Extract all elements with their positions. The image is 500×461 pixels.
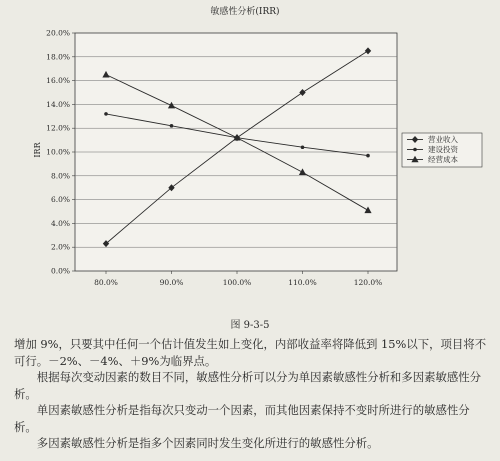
y-tick-label: 12.0%	[46, 123, 70, 133]
y-axis-label: IRR	[33, 142, 42, 158]
y-tick-label: 0.0%	[50, 266, 70, 276]
y-tick-label: 8.0%	[50, 171, 70, 181]
paragraph-3: 单因素敏感性分析是指每次只变动一个因素，而其他因素保持不变时所进行的敏感性分析。	[14, 403, 470, 434]
x-axis-ticks	[94, 278, 382, 287]
y-tick-label: 18.0%	[46, 52, 70, 62]
x-tick-label: 120.0%	[353, 278, 383, 287]
legend-label: 经营成本	[428, 155, 458, 164]
paragraph-2: 根据每次变动因素的数目不同，敏感性分析可以分为单因素敏感性分析和多因素敏感性分析。	[14, 370, 482, 401]
y-tick-label: 20.0%	[46, 28, 70, 38]
x-tick-label: 80.0%	[94, 278, 118, 287]
y-axis-ticks	[46, 29, 70, 276]
x-tick-label: 110.0%	[288, 278, 317, 287]
y-tick-label: 10.0%	[46, 147, 70, 157]
chart-title: 敏感性分析(IRR)	[210, 7, 280, 17]
series-point	[366, 154, 370, 158]
legend-label: 建设投资	[428, 145, 458, 154]
legend-marker	[413, 148, 417, 152]
x-tick-label: 100.0%	[222, 278, 252, 287]
figure-caption: 图 9-3-5	[230, 320, 270, 331]
paragraph-4: 多因素敏感性分析是指多个因素同时发生变化所进行的敏感性分析。	[36, 436, 379, 450]
chart-legend	[402, 133, 482, 167]
x-tick-label: 90.0%	[159, 278, 184, 287]
y-tick-label: 14.0%	[46, 99, 70, 109]
body-text	[14, 336, 490, 452]
series-point	[104, 112, 108, 116]
paragraph-1: 增加 9%，只要其中任何一个估计值发生如上变化，内部收益率将降低到 15%以下，项目将不可行。－2%、－4%、＋9%为临界点。	[14, 337, 487, 368]
legend-label: 营业收入	[428, 135, 458, 144]
series-point	[301, 145, 305, 149]
y-tick-label: 4.0%	[50, 218, 70, 228]
y-tick-label: 2.0%	[50, 242, 70, 252]
y-tick-label: 16.0%	[46, 76, 70, 86]
y-tick-label: 6.0%	[50, 195, 70, 205]
series-point	[170, 124, 174, 128]
